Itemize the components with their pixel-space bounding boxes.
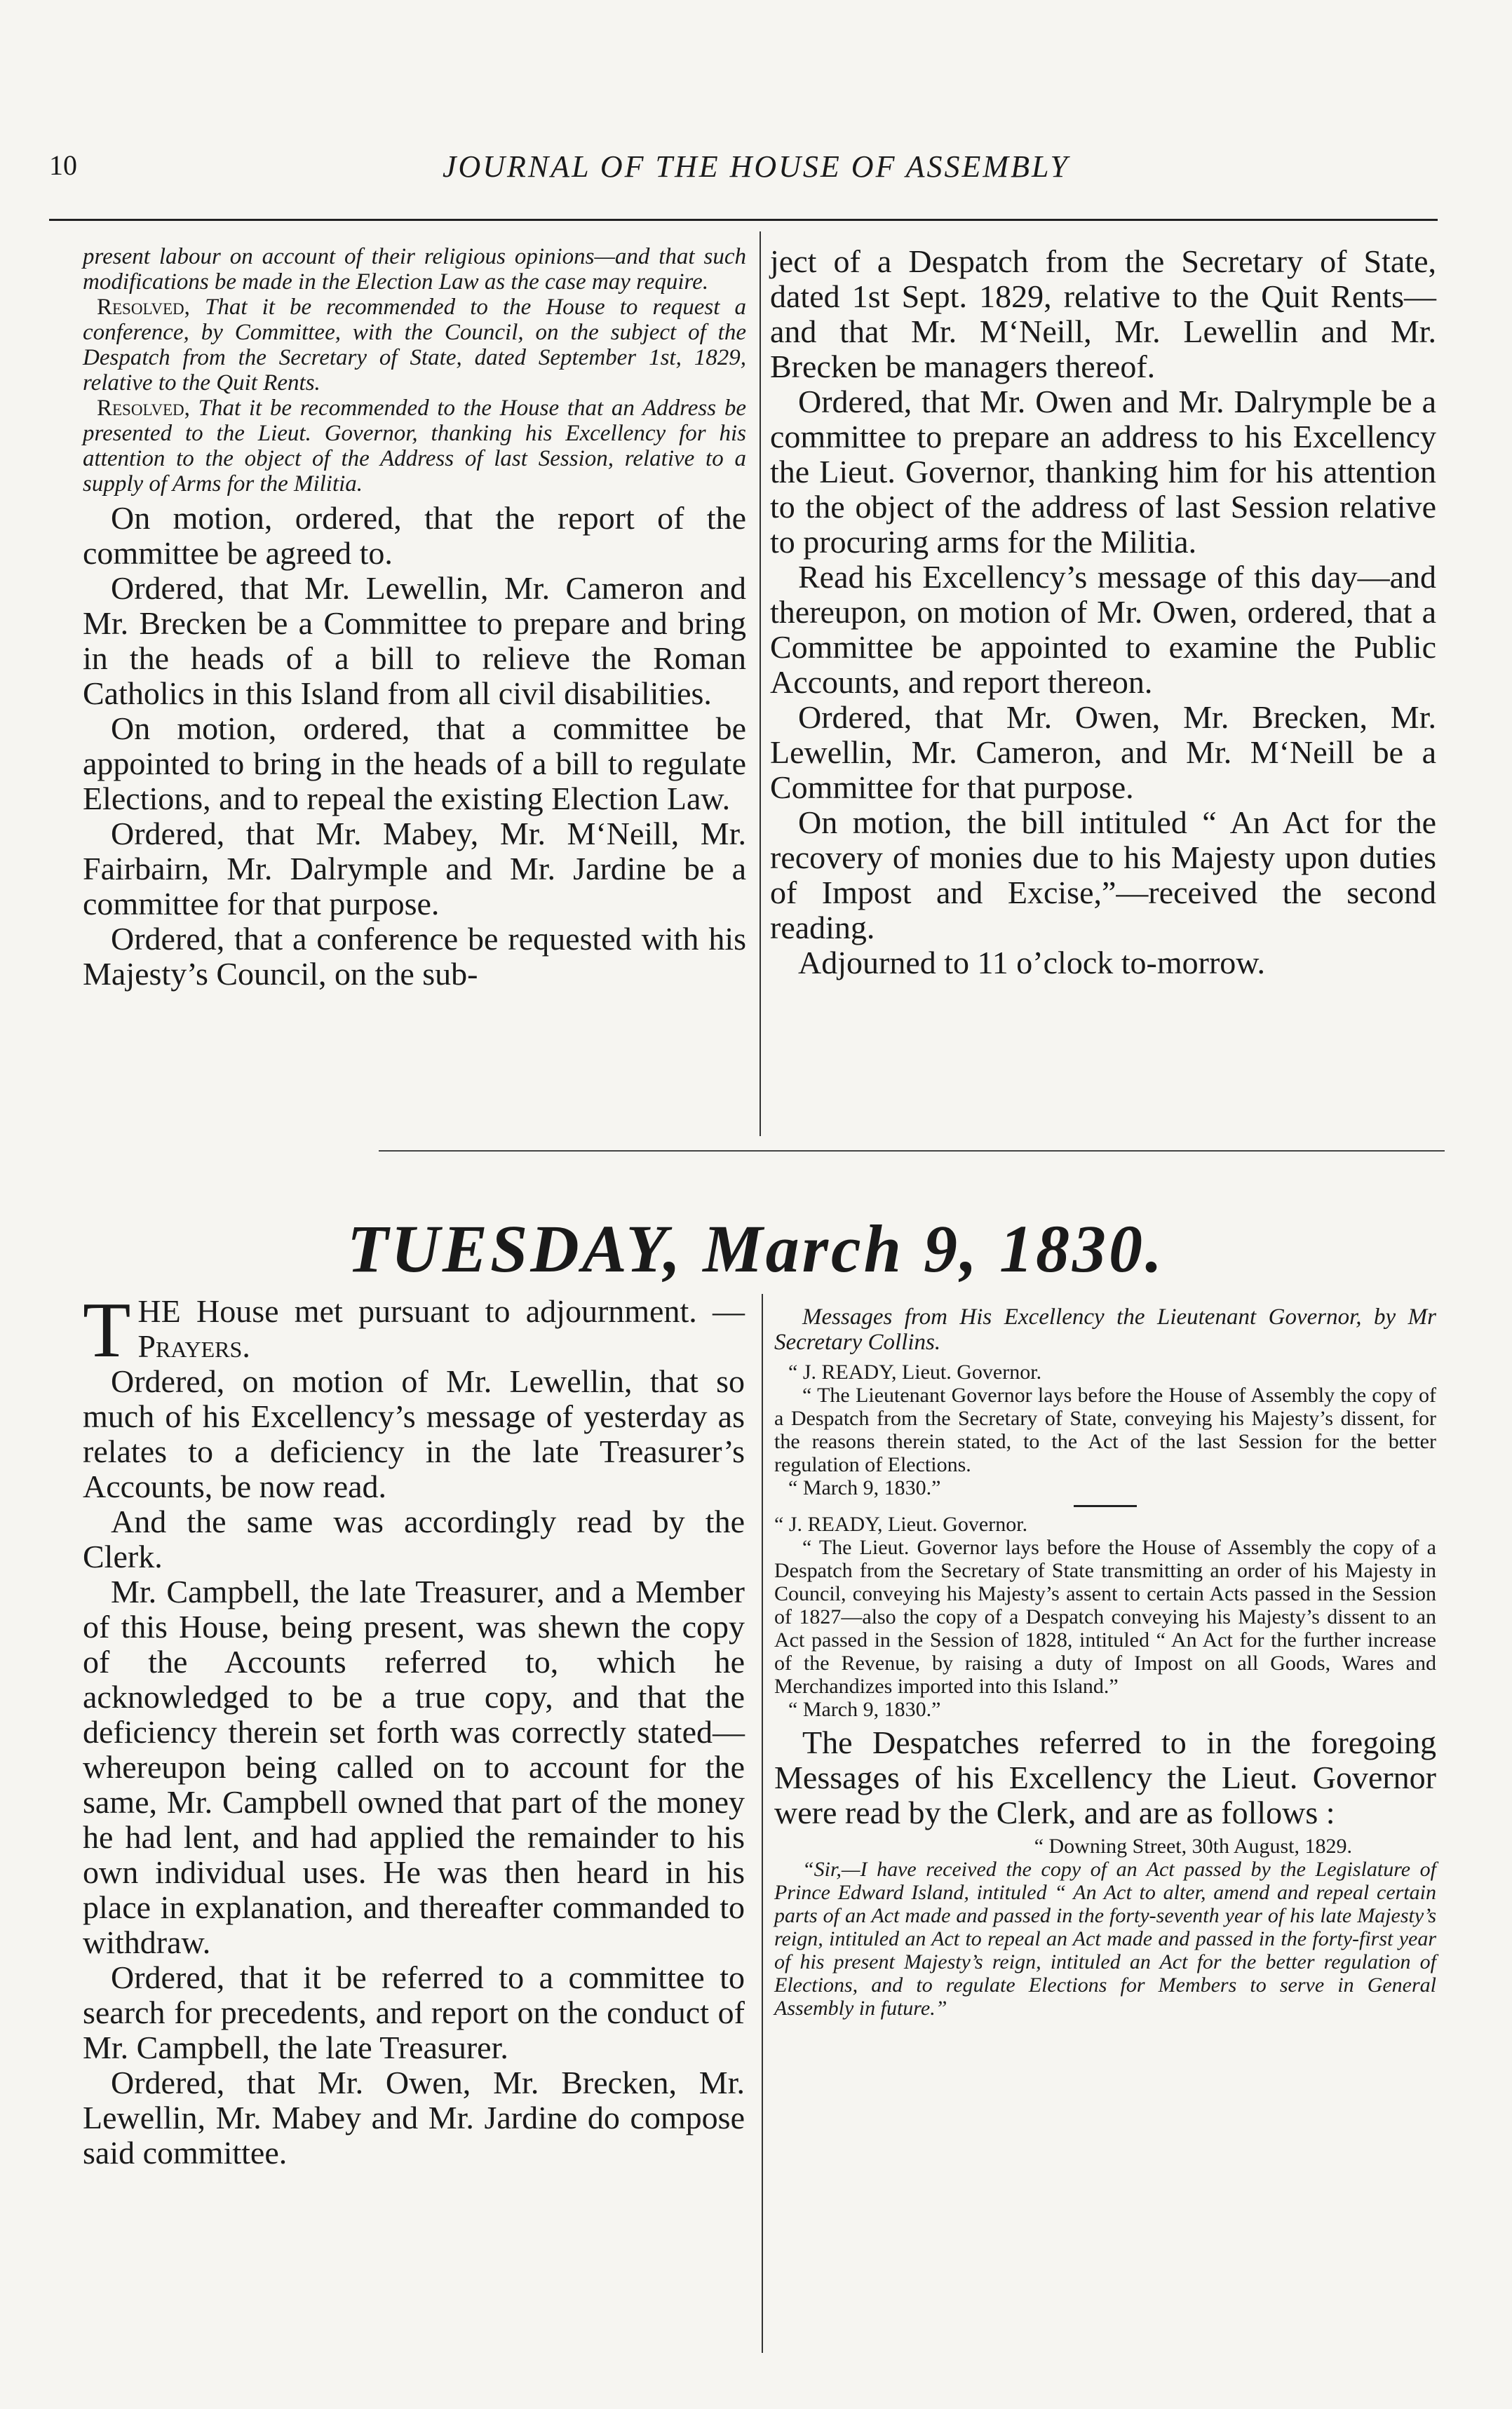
resolution-2-text: That it be recommended to the House that an Address be presented to the Lieut. Governor, thanking his Excellency for his attention to the object of the Address of last Session, relative to a supply of Arms for the Militia. bbox=[83, 396, 746, 497]
message-separator bbox=[1074, 1505, 1137, 1507]
paragraph: Ordered, that it be referred to a committee to search for precedents, and report on the conduct of Mr. Campbell, the late Treasurer. bbox=[83, 1959, 745, 2065]
top-right-column bbox=[770, 244, 1436, 980]
message-2-signature: “ J. READY, Lieut. Governor. bbox=[774, 1513, 1028, 1536]
paragraph: Ordered, on motion of Mr. Lewellin, that so much of his Excellency’s message of yesterday as relates to a deficiency in the late Treasurer’s Accounts, be now read. bbox=[83, 1363, 745, 1504]
message-2-date: “ March 9, 1830.” bbox=[788, 1698, 941, 1721]
committee-report-excerpt bbox=[83, 244, 746, 497]
bottom-left-column bbox=[83, 1287, 745, 2171]
opening-paragraph bbox=[83, 1287, 745, 1374]
paragraph: Ordered, that a conference be requested with his Majesty’s Council, on the sub- bbox=[83, 921, 746, 992]
paragraph: On motion, ordered, that the report of the committee be agreed to. bbox=[83, 500, 746, 571]
date-heading: TUESDAY, March 9, 1830. bbox=[347, 1211, 1165, 1286]
resolution-2-label: Resolved, bbox=[97, 396, 190, 421]
top-left-body bbox=[83, 501, 746, 992]
despatch-place-date: “ Downing Street, 30th August, 1829. bbox=[1034, 1835, 1352, 1858]
message-2-body: “ The Lieut. Governor lays before the House of Assembly the copy of a Despatch from the Secretary of State transmitting an order of his Majesty in Council, conveying his Majesty’s assent to certain Acts passed in the Session of 1827—also the copy of a Despatch conveying his Majesty’s dissent to an Act passed in the Session of 1828, intituled “ An Act for the further increase of the Revenue, by raising a duty of Impost on all Goods, Wares and Merchandizes imported into this Island.” bbox=[774, 1536, 1436, 1698]
despatch-body: “Sir,—I have received the copy of an Act passed by the Legislature of Prince Edward Island, intituled “ An Act to alter, amend and repeal certain parts of an Act made and passed in the forty-seventh year of his late Majesty’s reign, intituled an Act to repeal an Act made and passed in the forty-first year of his present Majesty’s reign, intituled an Act for the better regulation of Elections, and to regulate Elections for Members to serve in General Assembly in future.” bbox=[774, 1858, 1436, 2020]
page-number: 10 bbox=[49, 149, 77, 181]
paragraph: Ordered, that Mr. Lewellin, Mr. Cameron and Mr. Brecken be a Committee to prepare and bring in the heads of a bill to relieve the Roman Catholics in this Island from all civil disabilities. bbox=[83, 570, 746, 711]
header-rule bbox=[49, 219, 1438, 221]
bottom-right-column bbox=[774, 1304, 1436, 2020]
paragraph: Mr. Campbell, the late Treasurer, and a Member of this House, being present, was shewn the copy of the Accounts referred to, which he acknowledged to be a true copy, and that the deficiency therein set forth was correctly stated—whereupon being called on to account for the same, Mr. Campbell owned that part of the money he had lent, and had applied the remainder to his own individual uses. He was then heard in his place in explanation, and thereafter commanded to withdraw. bbox=[83, 1574, 745, 1960]
message-1-signature: “ J. READY, Lieut. Governor. bbox=[788, 1361, 1042, 1384]
paragraph: And the same was accordingly read by the Clerk. bbox=[83, 1504, 745, 1574]
paragraph: Adjourned to 11 o’clock to-morrow. bbox=[798, 945, 1265, 980]
despatches-paragraph: The Despatches referred to in the foregoing Messages of his Excellency the Lieut. Governor were read by the Clerk, and are as follows : bbox=[774, 1725, 1436, 1830]
paragraph: Read his Excellency’s message of this day—and thereupon, on motion of Mr. Owen, ordered, that a Committee be appointed to examine the Public Accounts, and report thereon. bbox=[770, 559, 1436, 700]
resolution-1 bbox=[83, 295, 746, 396]
resolution-2 bbox=[83, 396, 746, 497]
opening-text: HE House met pursuant to adjournment. — bbox=[137, 1293, 745, 1329]
message-1-date: “ March 9, 1830.” bbox=[788, 1476, 941, 1499]
paragraph: On motion, the bill intituled “ An Act for the recovery of monies due to his Majesty upon duties of Impost and Excise,”—received the second reading. bbox=[770, 804, 1436, 945]
paragraph: Ordered, that Mr. Owen, Mr. Brecken, Mr. Lewellin, Mr. Cameron, and Mr. M‘Neill be a Committee for that purpose. bbox=[770, 699, 1436, 805]
paragraph: On motion, ordered, that a committee be appointed to bring in the heads of a bill to regulate Elections, and to repeal the existing Election Law. bbox=[83, 710, 746, 816]
column-divider-top bbox=[760, 231, 761, 1136]
paragraph: Ordered, that Mr. Owen and Mr. Dalrymple be a committee to prepare an address to his Excellency the Lieut. Governor, thanking him for his attention to the object of the address of last Session relative to procuring arms for the Militia. bbox=[770, 384, 1436, 560]
resolution-1-text: That it be recommended to the House to request a conference, by Committee, with the Council, on the subject of the Despatch from the Secretary of State, dated September 1st, 1829, relative to the Quit Rents. bbox=[83, 295, 746, 396]
messages-heading: Messages from His Excellency the Lieutenant Governor, by Mr Secretary Collins. bbox=[774, 1304, 1436, 1355]
resolution-1-label: Resolved, bbox=[97, 295, 190, 320]
paragraph: Ordered, that Mr. Mabey, Mr. M‘Neill, Mr. Fairbairn, Mr. Dalrymple and Mr. Jardine be a committee for that purpose. bbox=[83, 816, 746, 922]
running-header bbox=[0, 149, 1512, 191]
column-divider-bottom bbox=[762, 1294, 763, 2353]
message-1-body: “ The Lieutenant Governor lays before the House of Assembly the copy of a Despatch from the Secretary of State, conveying his Majesty’s dissent, for the reasons therein stated, to the Act of the last Session for the better regulation of Elections. bbox=[774, 1384, 1436, 1476]
paragraph: Ordered, that Mr. Owen, Mr. Brecken, Mr. Lewellin, Mr. Mabey and Mr. Jardine do compose said committee. bbox=[83, 2065, 745, 2171]
report-intro: present labour on account of their religious opinions—and that such modifications be made in the Election Law as the case may require. bbox=[83, 244, 746, 295]
paragraph: ject of a Despatch from the Secretary of State, dated 1st Sept. 1829, relative to the Quit Rents—and that Mr. M‘Neill, Mr. Lewellin and Mr. Brecken be managers thereof. bbox=[770, 243, 1436, 384]
top-left-column bbox=[83, 244, 746, 992]
drop-cap: T bbox=[83, 1287, 131, 1374]
prayers-label: Prayers. bbox=[137, 1328, 250, 1364]
section-rule bbox=[379, 1150, 1445, 1152]
running-title: JOURNAL OF THE HOUSE OF ASSEMBLY bbox=[442, 149, 1070, 184]
